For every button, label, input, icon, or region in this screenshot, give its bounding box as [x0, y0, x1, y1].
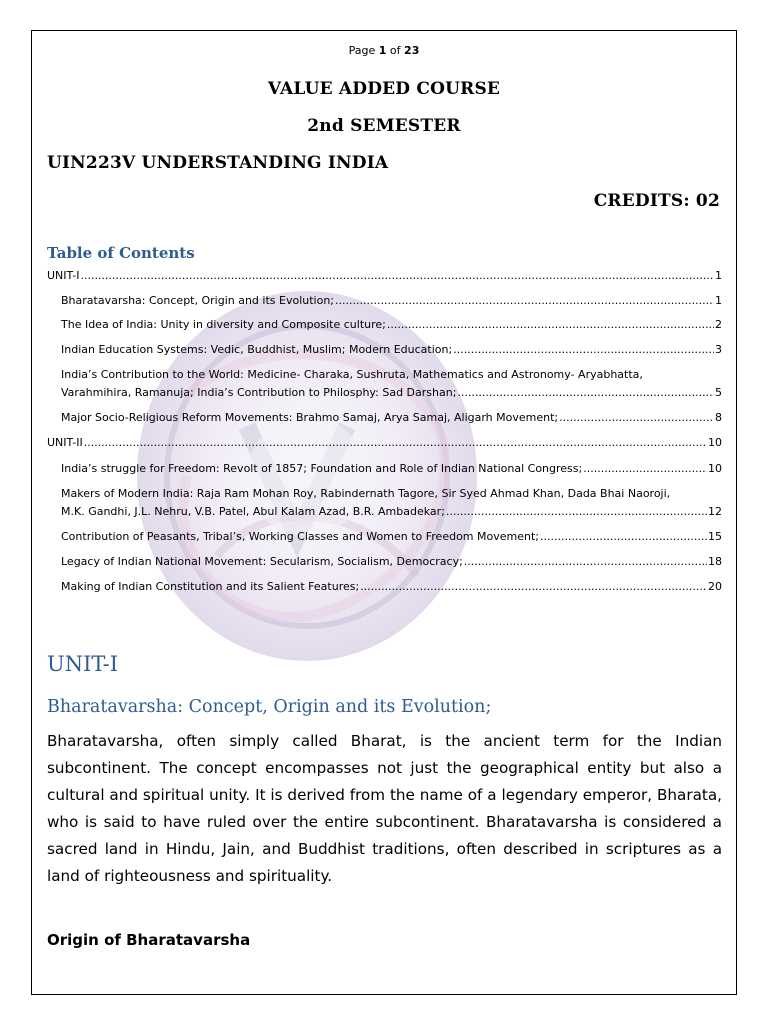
toc-title: Table of Contents — [47, 244, 195, 262]
toc-entry-unit-1[interactable]: UNIT-I ..... 1 — [47, 269, 722, 283]
toc-entry[interactable]: Bharatavarsha: Concept, Origin and its Evolution; ..... 1 — [61, 294, 722, 308]
credits-label: CREDITS: 02 — [593, 191, 720, 211]
toc-entry[interactable]: Contribution of Peasants, Tribal’s, Working Classes and Women to Freedom Movement; ..... 15 — [61, 530, 722, 544]
toc-entry[interactable]: Varahmihira, Ramanuja; India’s Contribution to Philosphy: Sad Darshan; ..... 5 — [61, 386, 722, 400]
unit-heading: UNIT-I — [47, 652, 119, 676]
origin-subheading: Origin of Bharatavarsha — [47, 931, 251, 949]
semester-heading: 2nd SEMESTER — [307, 116, 461, 136]
toc-entry[interactable]: India’s struggle for Freedom: Revolt of 1857; Foundation and Role of Indian National Congress; ..... 10 — [61, 462, 722, 476]
toc-entry[interactable]: Legacy of Indian National Movement: Secularism, Socialism, Democracy; ..... 18 — [61, 555, 722, 569]
toc-entry[interactable]: Making of Indian Constitution and its Salient Features; ..... 20 — [61, 580, 722, 594]
toc-entry[interactable]: Major Socio-Religious Reform Movements: Brahmo Samaj, Arya Samaj, Aligarh Movement; ..... 8 — [61, 411, 722, 425]
toc-entry[interactable]: Indian Education Systems: Vedic, Buddhist, Muslim; Modern Education; ..... 3 — [61, 343, 722, 357]
toc-entry-unit-2[interactable]: UNIT-II ..... 10 — [47, 436, 722, 450]
course-title: UIN223V UNDERSTANDING INDIA — [47, 153, 389, 173]
toc-entry[interactable]: M.K. Gandhi, J.L. Nehru, V.B. Patel, Abul Kalam Azad, B.R. Ambadekar; ..... 12 — [61, 505, 722, 519]
document-page — [31, 30, 737, 995]
toc-entry[interactable]: The Idea of India: Unity in diversity and Composite culture; ..... 2 — [61, 318, 722, 332]
toc-entry-line1[interactable]: Makers of Modern India: Raja Ram Mohan Roy, Rabindernath Tagore, Sir Syed Ahmad Khan, Dada Bhai Naoroji, — [61, 487, 671, 500]
section-heading: Bharatavarsha: Concept, Origin and its Evolution; — [47, 697, 492, 717]
course-type-heading: VALUE ADDED COURSE — [267, 79, 501, 99]
toc-entry-line1[interactable]: India’s Contribution to the World: Medicine- Charaka, Sushruta, Mathematics and Astronomy- Aryabhatta, — [61, 368, 643, 381]
body-paragraph: Bharatavarsha, often simply called Bharat, is the ancient term for the Indian subcontinent. The concept encompasses not just the geographical entity but also a cultural and spiritual unity. It is derived from the name of a legendary emperor, Bharata, who is said to have ruled over the entire subcontinent. Bharatavarsha is considered a sacred land in Hindu, Jain, and Buddhist traditions, often described in scriptures as a land of righteousness and spirituality. — [47, 732, 722, 885]
page-number: Page 1 of 23 — [348, 44, 420, 57]
